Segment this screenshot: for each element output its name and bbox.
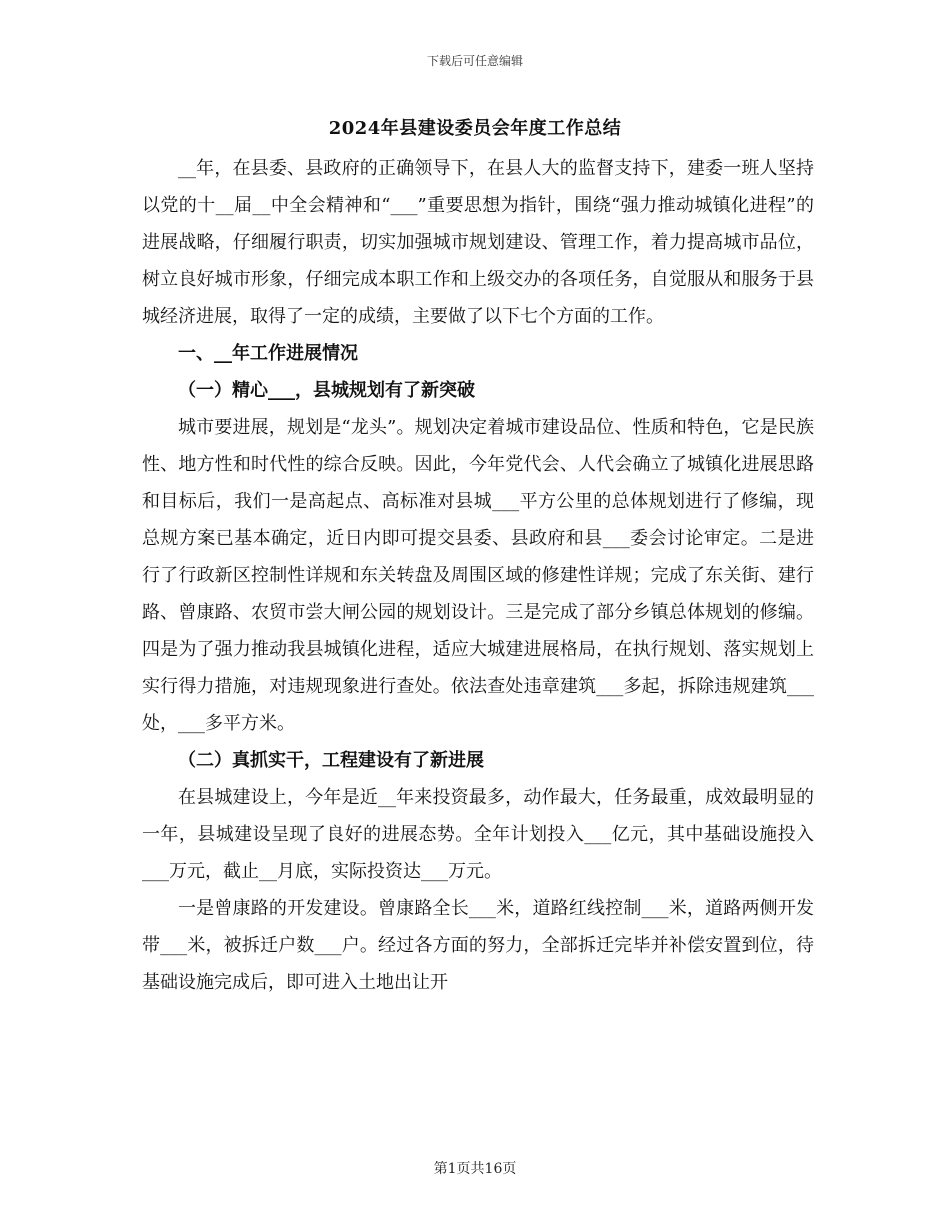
document-body bbox=[142, 150, 814, 1001]
document-title: 2024年县建设委员会年度工作总结 bbox=[328, 118, 622, 139]
subsection-heading-2: （二）真抓实干，工程建设有了新进展 bbox=[178, 750, 484, 771]
paragraph-investment: 在县城建设上，今年是近__年来投资最多，动作最大，任务最重，成效最明显的一年，县城建设呈现了良好的进展态势。全年计划投入___亿元，其中基础设施投入___万元，截止__月底，实际投资达___万元。 bbox=[142, 787, 814, 882]
page-footer: 第1页共16页 bbox=[433, 1161, 517, 1177]
paragraph-planning: 城市要进展，规划是“龙头”。规划决定着城市建设品位、性质和特色，它是民族性、地方性和时代性的综合反映。因此，今年党代会、人代会确立了城镇化进展思路和目标后，我们一是高起点、高标准对县城___平方公里的总体规划进行了修编，现总规方案已基本确定，近日内即可提交县委、县政府和县___委会讨论审定。二是进行了行政新区控制性详规和东关转盘及周围区域的修建性详规；完成了东关街、建行路、曾康路、农贸市尝大闸公园的规划设计。三是完成了部分乡镇总体规划的修编。四是为了强力推动我县城镇化进程，适应大城建进展格局，在执行规划、落实规划上实行得力措施，对违规现象进行查处。依法查处违章建筑___多起，拆除违规建筑___处，___多平方米。 bbox=[142, 417, 814, 734]
paragraph-cengkang-road: 一是曾康路的开发建设。曾康路全长___米，道路红线控制___米，道路两侧开发带___米，被拆迁户数___户。经过各方面的努力，全部拆迁完毕并补偿安置到位，待基础设施完成后，即可进入土地出让开 bbox=[142, 898, 814, 993]
section-heading-1: 一、__年工作进展情况 bbox=[178, 343, 358, 364]
subsection-heading-1: （一）精心___，县城规划有了新突破 bbox=[178, 380, 475, 401]
paragraph-intro: __年，在县委、县政府的正确领导下，在县人大的监督支持下，建委一班人坚持以党的十__届__中全会精神和“___”重要思想为指针，围绕“强力推动城镇化进程”的进展战略，仔细履行职责，切实加强城市规划建设、管理工作，着力提高城市品位，树立良好城市形象，仔细完成本职工作和上级交办的各项任务，自觉服从和服务于县城经济进展，取得了一定的成绩，主要做了以下七个方面的工作。 bbox=[142, 158, 814, 327]
header-note: 下载后可任意编辑 bbox=[426, 54, 523, 68]
